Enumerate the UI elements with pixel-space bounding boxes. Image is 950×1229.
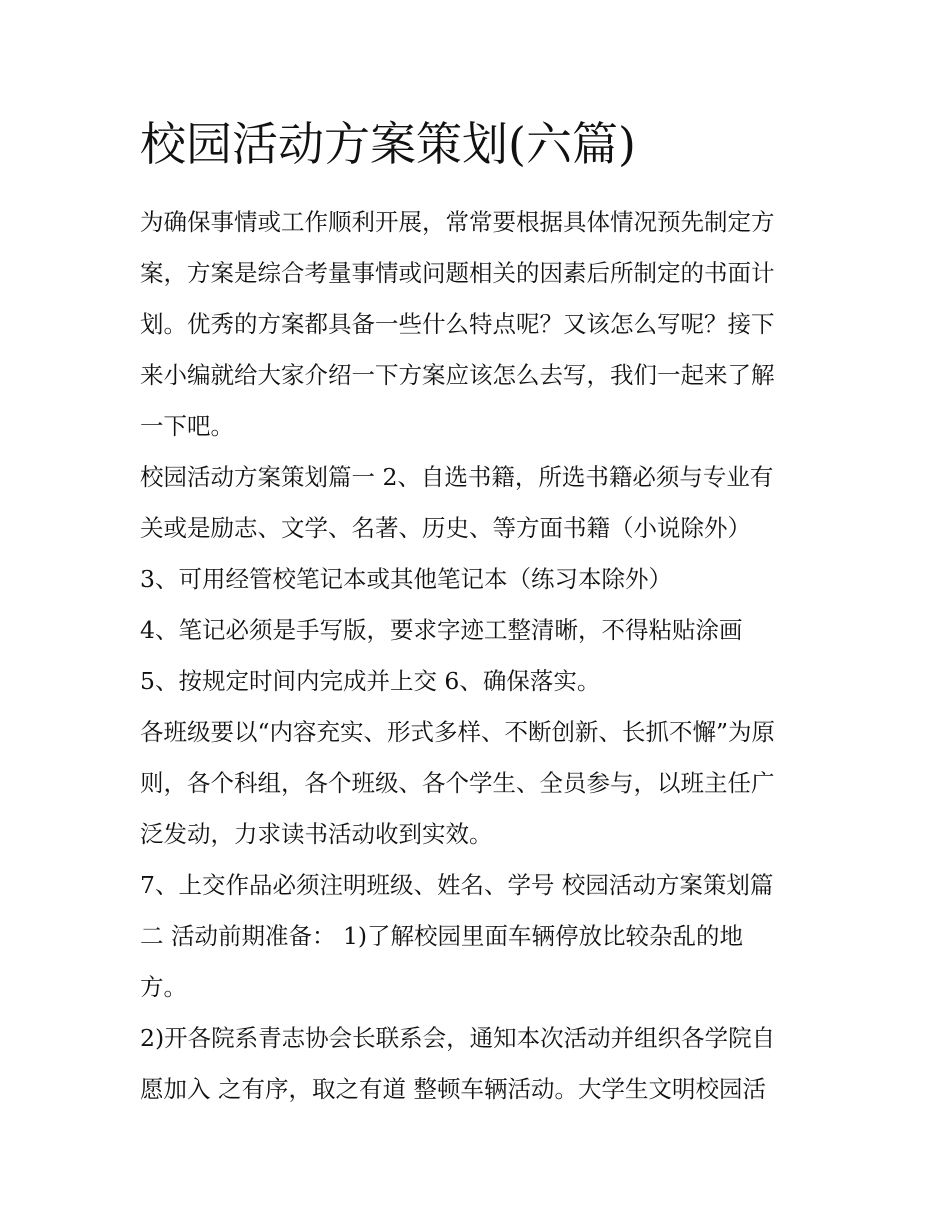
body-line: 泛发动，力求读书活动收到实效。 [140,820,493,848]
body-line: 案，方案是综合考量事情或问题相关的因素后所制定的书面计 [140,259,775,287]
body-line: 3、可用经管校笔记本或其他笔记本（练习本除外） [140,565,672,593]
body-line: 5、按规定时间内完成并上交 6、确保落实。 [140,667,601,695]
body-line: 二 活动前期准备： 1)了解校园里面车辆停放比较杂乱的地 [140,922,744,950]
body-line: 愿加入 之有序，取之有道 整顿车辆活动。大学生文明校园活 [140,1075,766,1103]
body-line: 7、上交作品必须注明班级、姓名、学号 校园活动方案策划篇 [140,871,774,899]
body-line: 一下吧。 [140,412,234,440]
body-line: 则，各个科组，各个班级、各个学生、全员参与，以班主任广 [140,769,775,797]
body-line: 为确保事情或工作顺利开展，常常要根据具体情况预先制定方 [140,208,775,236]
body-line: 划。优秀的方案都具备一些什么特点呢？又该怎么写呢？接下 [140,310,775,338]
body-line: 校园活动方案策划篇一 2、自选书籍，所选书籍必须与专业有 [140,463,774,491]
body-line: 关或是励志、文学、名著、历史、等方面书籍（小说除外） [140,514,751,542]
body-line: 2)开各院系青志协会长联系会，通知本次活动并组织各学院自 [140,1024,776,1052]
body-line: 方。 [140,973,187,1001]
body-line: 4、笔记必须是手写版，要求字迹工整清晰，不得粘贴涂画 [140,616,743,644]
body-line: 各班级要以“内容充实、形式多样、不断创新、长抓不懈”为原 [140,718,776,746]
body-line: 来小编就给大家介绍一下方案应该怎么去写，我们一起来了解 [140,361,775,389]
document-title: 校园活动方案策划(六篇) [140,117,636,171]
